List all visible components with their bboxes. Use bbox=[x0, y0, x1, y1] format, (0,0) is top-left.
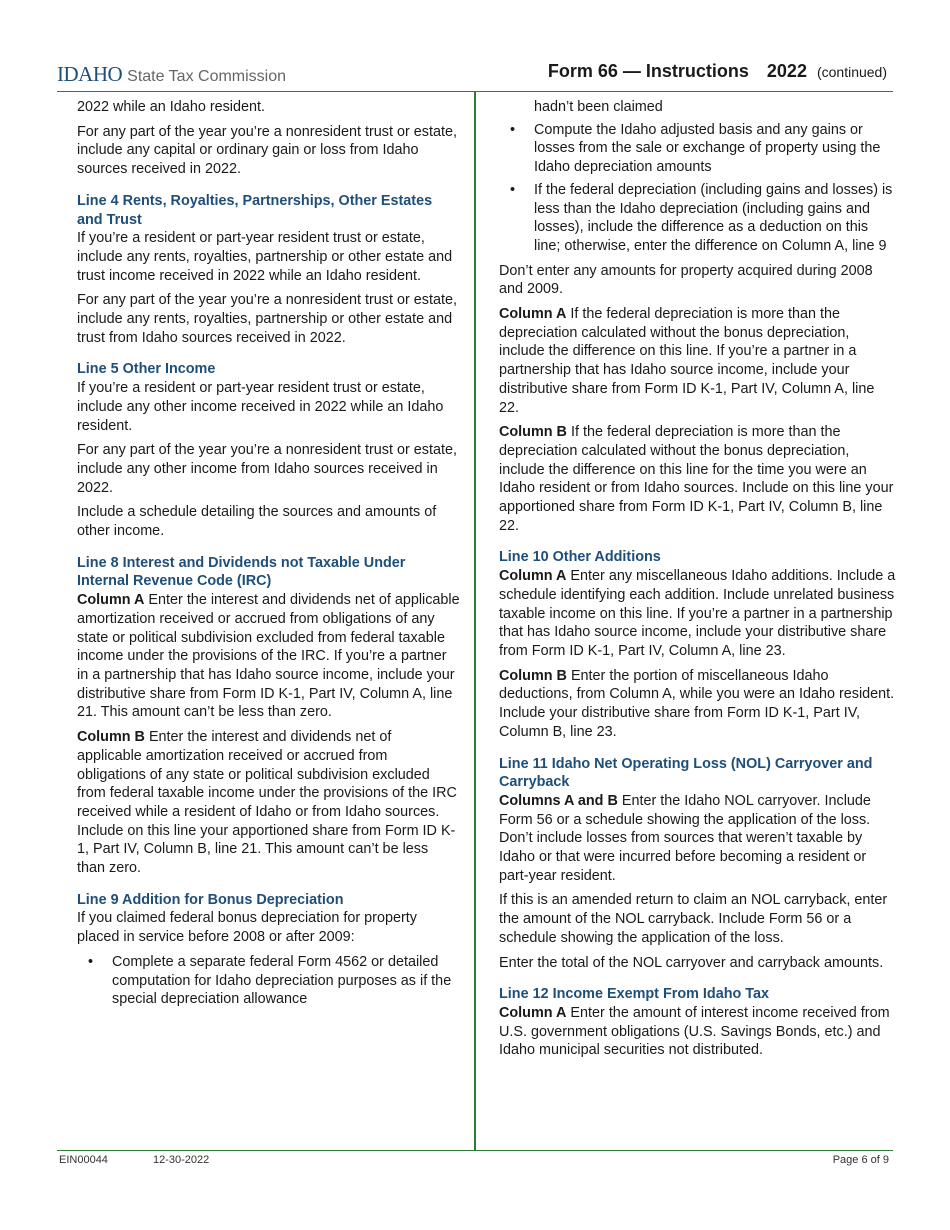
paragraph-column-a bbox=[499, 1004, 897, 1060]
paragraph-text: Enter the interest and dividends net of applicable amortization received or accrued from obligations of any state or political subdivision excluded from federal taxable income under the provisions of the IRC. If you’re a partner in a partnership that has Idaho source income, include your distributive share from Form ID K-1, Part IV, Column A, line 21. This amount can’t be less than zero. bbox=[77, 592, 460, 721]
column-label: Column A bbox=[77, 592, 145, 609]
heading-line-8: Line 8 Interest and Dividends not Taxable Under Internal Revenue Code (IRC) bbox=[77, 554, 406, 590]
paragraph: For any part of the year you’re a nonresident trust or estate, include any other income from Idaho sources received in 2022. bbox=[77, 442, 457, 496]
list-item-continued: hadn’t been claimed bbox=[534, 99, 663, 115]
paragraph: If this is an amended return to claim an NOL carryback, enter the amount of the NOL carryback. Include Form 56 or a schedule showing the application of the loss. bbox=[499, 892, 888, 946]
paragraph-text: Enter the amount of interest income received from U.S. government obligations (U.S. Savings Bonds, etc.) and Idaho municipal securities not distributed. bbox=[499, 1004, 890, 1059]
heading-line-10: Line 10 Other Additions bbox=[499, 549, 661, 566]
paragraph-text: Enter the interest and dividends net of applicable amortization received or accrued from obligations of any state or political subdivision excluded from federal taxable income under the provisions of the IRC received while a resident of Idaho or from Idaho sources. Include on this line your apportioned share from Form ID K-1, Part IV, Column B, line 21. This amount can’t be less than zero. bbox=[77, 729, 457, 877]
bullet-list bbox=[77, 953, 460, 1009]
column-label: Columns A and B bbox=[499, 792, 618, 809]
paragraph-columns-a-b bbox=[499, 792, 897, 886]
paragraph-column-a bbox=[77, 591, 460, 722]
continued-label: (continued) bbox=[816, 64, 887, 80]
column-divider bbox=[474, 91, 476, 1151]
column-label: Column A bbox=[499, 306, 567, 323]
form-year: 2022 bbox=[766, 61, 807, 81]
paragraph-column-a bbox=[499, 305, 897, 417]
left-column bbox=[77, 98, 460, 1015]
column-label: Column B bbox=[499, 667, 567, 684]
paragraph-text: Enter any miscellaneous Idaho additions. Include a schedule identifying each addition. Include unrelated business taxable income on this line. If you’re a partner in a partnership that has Idaho source income, include your distributive share from Form ID K-1, Part IV, Column A, line 23. bbox=[499, 568, 896, 659]
heading-line-11: Line 11 Idaho Net Operating Loss (NOL) Carryover and Carryback bbox=[499, 755, 873, 791]
footer-rule bbox=[57, 1150, 893, 1151]
paragraph: Enter the total of the NOL carryover and carryback amounts. bbox=[499, 954, 884, 971]
paragraph: If you claimed federal bonus depreciation for property placed in service before 2008 or after 2009: bbox=[77, 910, 417, 946]
paragraph: 2022 while an Idaho resident. bbox=[77, 99, 266, 115]
paragraph-text: If the federal depreciation is more than the depreciation calculated without the bonus depreciation, include the difference on this line. If you’re a partner in a partnership that has Idaho source income, include your distributive share from Form ID K-1, Part IV, Column A, line 22. bbox=[499, 306, 875, 416]
heading-line-5: Line 5 Other Income bbox=[77, 361, 216, 378]
logo-wordmark: IDAHO bbox=[57, 62, 123, 86]
footer-form-code: EIN00044 bbox=[59, 1154, 108, 1166]
right-column bbox=[499, 98, 897, 1066]
paragraph: Don’t enter any amounts for property acquired during 2008 and 2009. bbox=[499, 262, 873, 298]
list-item: • Compute the Idaho adjusted basis and any gains or losses from the sale or exchange of property using the Idaho depreciation amounts bbox=[499, 121, 897, 177]
heading-line-12: Line 12 Income Exempt From Idaho Tax bbox=[499, 986, 770, 1003]
column-label: Column B bbox=[77, 729, 145, 746]
list-item: • If the federal depreciation (including gains and losses) is less than the Idaho depreciation (including gains and losses), include the difference as a deduction on this line; otherwise, enter the difference on Column A, line 9 bbox=[499, 181, 897, 256]
footer-date: 12-30-2022 bbox=[153, 1154, 210, 1166]
paragraph-column-b bbox=[499, 423, 897, 535]
list-item: • Complete a separate federal Form 4562 or detailed computation for Idaho depreciation purposes as if the special depreciation allowance bbox=[77, 953, 460, 1009]
paragraph: If you’re a resident or part-year resident trust or estate, include any other income received in 2022 while an Idaho resident. bbox=[77, 380, 444, 434]
paragraph: If you’re a resident or part-year resident trust or estate, include any rents, royalties, partnership or other estate and trust income received in 2022 while an Idaho resident. bbox=[77, 230, 453, 284]
paragraph-text: Enter the portion of miscellaneous Idaho deductions, from Column A, while you were an Idaho resident. Include your distributive share from Form ID K-1, Part IV, Column B, line 23. bbox=[499, 667, 895, 740]
heading-line-4: Line 4 Rents, Royalties, Partnerships, Other Estates and Trust bbox=[77, 192, 433, 228]
bullet-list bbox=[499, 121, 897, 256]
idaho-logo bbox=[57, 62, 286, 87]
form-title: Form 66 — Instructions bbox=[547, 61, 749, 81]
paragraph-column-b bbox=[499, 667, 897, 742]
paragraph-column-a bbox=[499, 567, 897, 661]
paragraph: For any part of the year you’re a nonresident trust or estate, include any rents, royalties, partnership or other estate and trust from Idaho sources received in 2022. bbox=[77, 292, 457, 346]
paragraph-column-b bbox=[77, 728, 460, 878]
document-title bbox=[548, 61, 887, 82]
logo-subtitle: State Tax Commission bbox=[127, 68, 287, 85]
heading-line-9: Line 9 Addition for Bonus Depreciation bbox=[77, 891, 344, 908]
paragraph-text: If the federal depreciation is more than the depreciation calculated without the bonus depreciation, include the difference on this line for the time you were an Idaho resident or from Idaho sources. Include on this line your apportioned share from Form ID K-1, Part IV, Column B, line 22. bbox=[499, 424, 894, 534]
column-label: Column B bbox=[499, 424, 567, 441]
paragraph-text: Enter the Idaho NOL carryover. Include Form 56 or a schedule showing the application of the loss. Don’t include losses from sources that weren’t taxable by Idaho or that were incurred before becoming a resident or part-year resident. bbox=[499, 792, 871, 884]
paragraph: Include a schedule detailing the sources and amounts of other income. bbox=[77, 504, 437, 540]
column-label: Column A bbox=[499, 568, 567, 585]
paragraph: For any part of the year you’re a nonresident trust or estate, include any capital or ordinary gain or loss from Idaho sources received in 2022. bbox=[77, 123, 457, 178]
column-label: Column A bbox=[499, 1004, 567, 1021]
footer-page-number: Page 6 of 9 bbox=[832, 1154, 889, 1166]
